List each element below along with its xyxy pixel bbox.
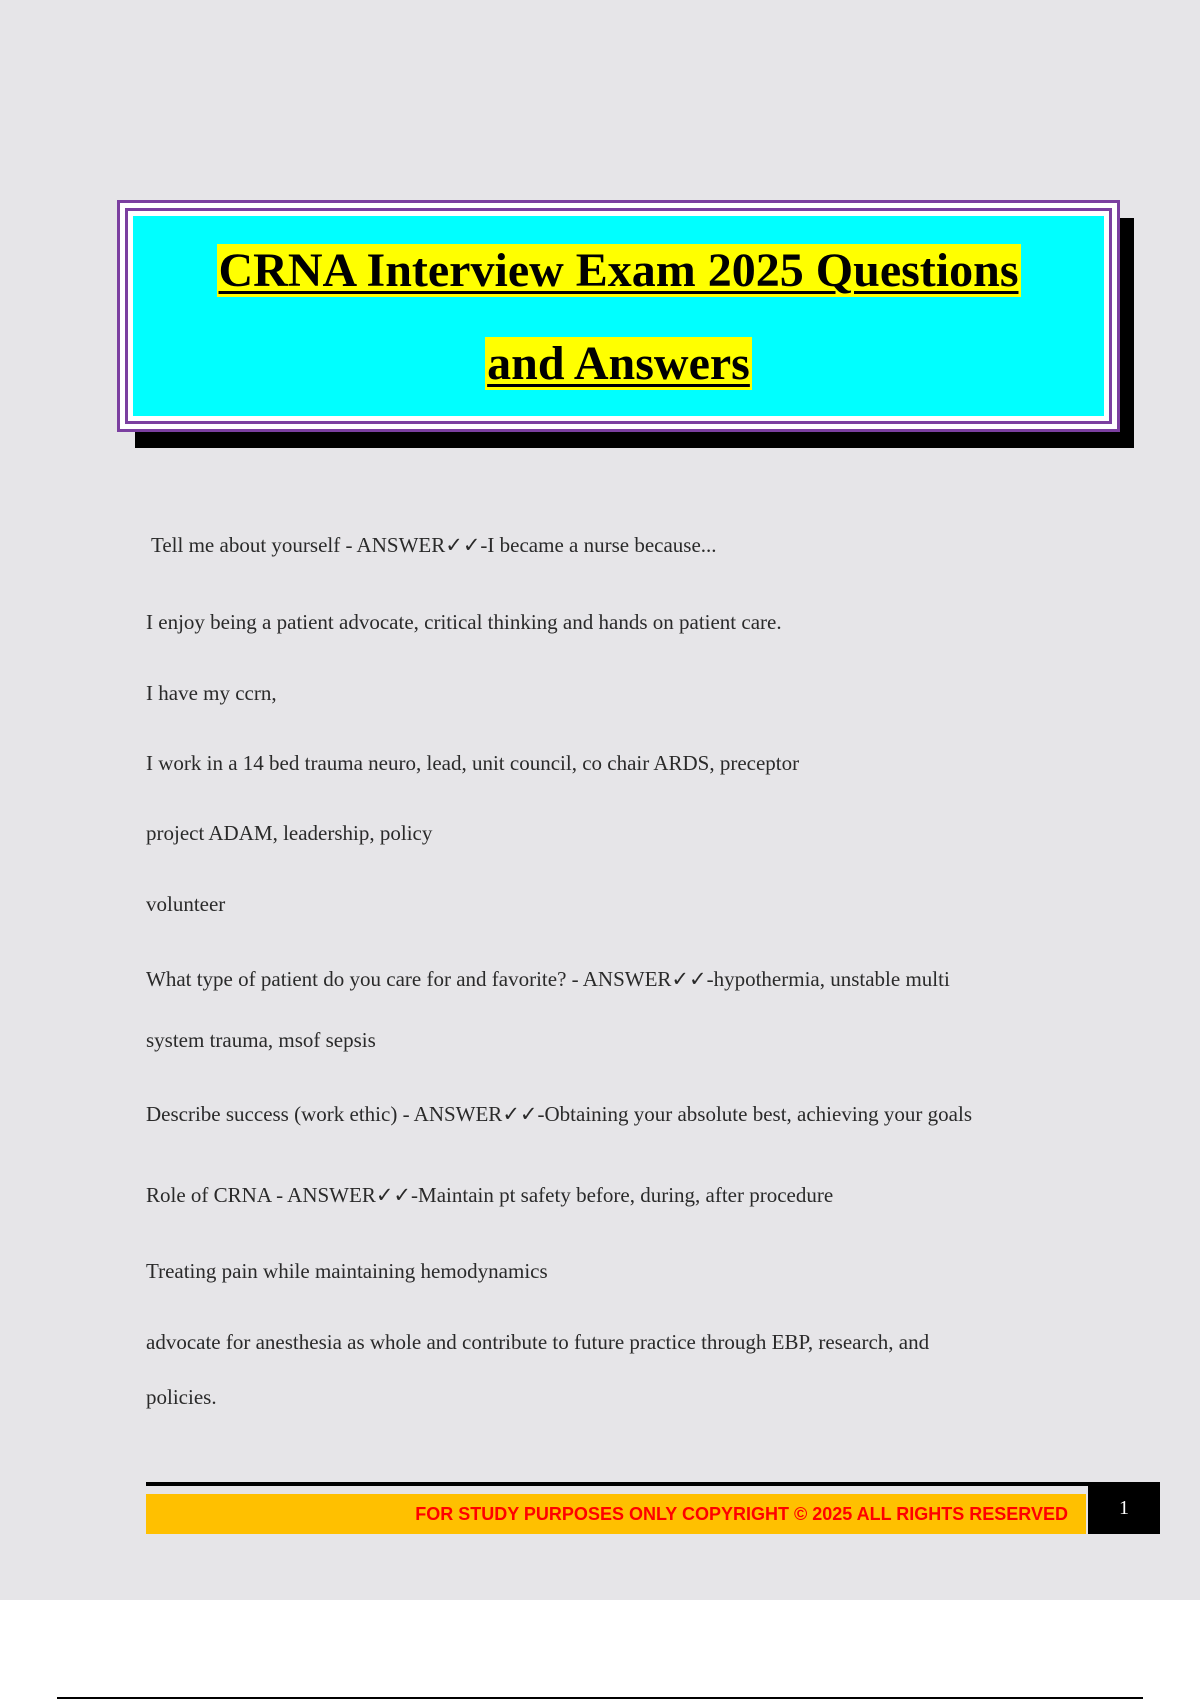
body-line: policies. <box>146 1385 217 1409</box>
body-line: Tell me about yourself - ANSWER✓✓-I became a nurse because... <box>151 533 717 557</box>
body-line: Treating pain while maintaining hemodynamics <box>146 1259 548 1283</box>
body-line: project ADAM, leadership, policy <box>146 821 433 845</box>
body-line: I enjoy being a patient advocate, critical thinking and hands on patient care. <box>146 610 782 634</box>
body-line: Describe success (work ethic) - ANSWER✓✓-Obtaining your absolute best, achieving your goals <box>146 1102 972 1126</box>
body-line: What type of patient do you care for and favorite? - ANSWER✓✓-hypothermia, unstable multi <box>146 967 950 991</box>
footer-notice-bar <box>146 1494 1086 1534</box>
body-line: Role of CRNA - ANSWER✓✓-Maintain pt safety before, during, after procedure <box>146 1183 834 1207</box>
page-bottom-divider <box>57 1697 1143 1699</box>
body-line: system trauma, msof sepsis <box>146 1028 376 1052</box>
page-number: 1 <box>1088 1482 1160 1534</box>
body-line: I work in a 14 bed trauma neuro, lead, unit council, co chair ARDS, preceptor <box>146 751 800 775</box>
footer-copyright: FOR STUDY PURPOSES ONLY COPYRIGHT © 2025 ALL RIGHTS RESERVED <box>415 1504 1068 1524</box>
footer-divider <box>146 1482 1088 1486</box>
title-line-2: and Answers <box>487 337 750 390</box>
body-line: volunteer <box>146 892 226 916</box>
body-line: advocate for anesthesia as whole and contribute to future practice through EBP, research, and <box>146 1330 930 1354</box>
title-box <box>117 200 1120 432</box>
body-line: I have my ccrn, <box>146 681 277 705</box>
title-line-1: CRNA Interview Exam 2025 Questions <box>218 244 1019 297</box>
document-title <box>133 224 1104 410</box>
